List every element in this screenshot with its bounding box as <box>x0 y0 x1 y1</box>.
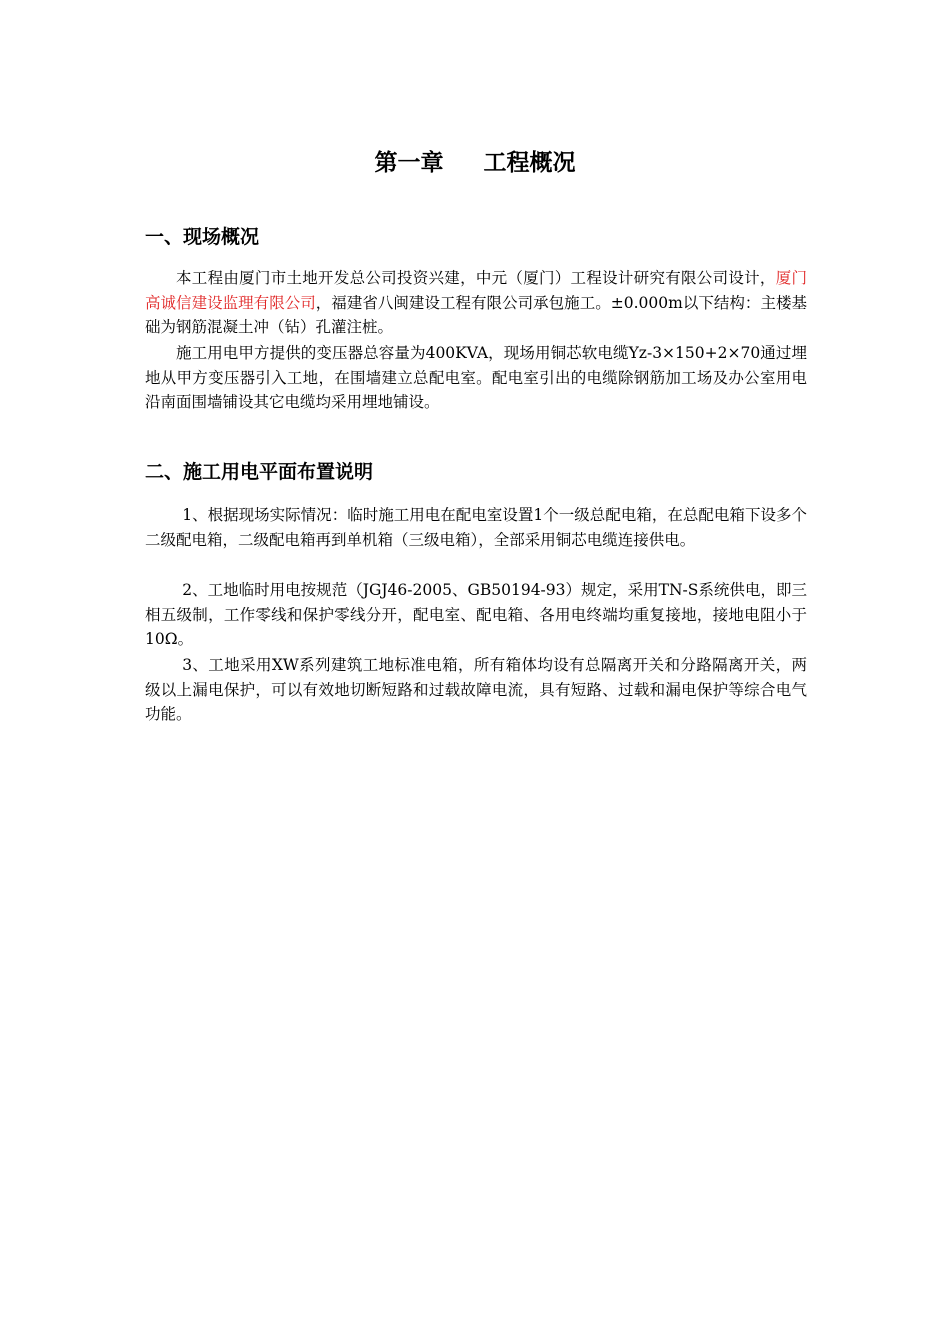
chapter-title <box>0 146 950 180</box>
highlighted-company-name: 厦门高诚信建设监理有限公司 <box>145 269 807 312</box>
section-heading-layout-description: 二、施工用电平面布置说明 <box>145 461 374 483</box>
chapter-number: 第一章 <box>374 150 444 176</box>
paragraph-item-1: 1、根据现场实际情况：临时施工用电在配电室设置1个一级总配电箱，在总配电箱下设多个二级配电箱，二级配电箱再到单机箱（三级电箱），全部采用铜芯电缆连接供电。 <box>145 506 807 549</box>
section-heading-site-overview: 一、现场概况 <box>145 226 260 248</box>
chapter-name: 工程概况 <box>483 150 576 176</box>
paragraph-item-2: 2、工地临时用电按规范（JGJ46-2005、GB50194-93）规定，采用TN-S系统供电，即三相五级制，工作零线和保护零线分开，配电室、配电箱、各用电终端均重复接地，接地电阻小于10Ω。 <box>145 581 807 648</box>
paragraph-project-overview <box>145 266 807 340</box>
paragraph-text: 本工程由厦门市土地开发总公司投资兴建，中元（厦门）工程设计研究有限公司设计， <box>176 269 776 287</box>
paragraph-text: ，福建省八闽建设工程有限公司承包施工。±0.000m以下结构：主楼基础为钢筋混凝土冲（钻）孔灌注桩。 <box>145 293 807 336</box>
paragraph-item-3: 3、工地采用XW系列建筑工地标准电箱，所有箱体均设有总隔离开关和分路隔离开关，两级以上漏电保护，可以有效地切断短路和过载故障电流，具有短路、过载和漏电保护等综合电气功能。 <box>145 656 807 723</box>
paragraph-power-supply: 施工用电甲方提供的变压器总容量为400KVA，现场用铜芯软电缆Yz-3×150+2×70通过埋地从甲方变压器引入工地，在围墙建立总配电室。配电室引出的电缆除钢筋加工场及办公室用电沿南面围墙铺设其它电缆均采用埋地铺设。 <box>145 344 807 411</box>
